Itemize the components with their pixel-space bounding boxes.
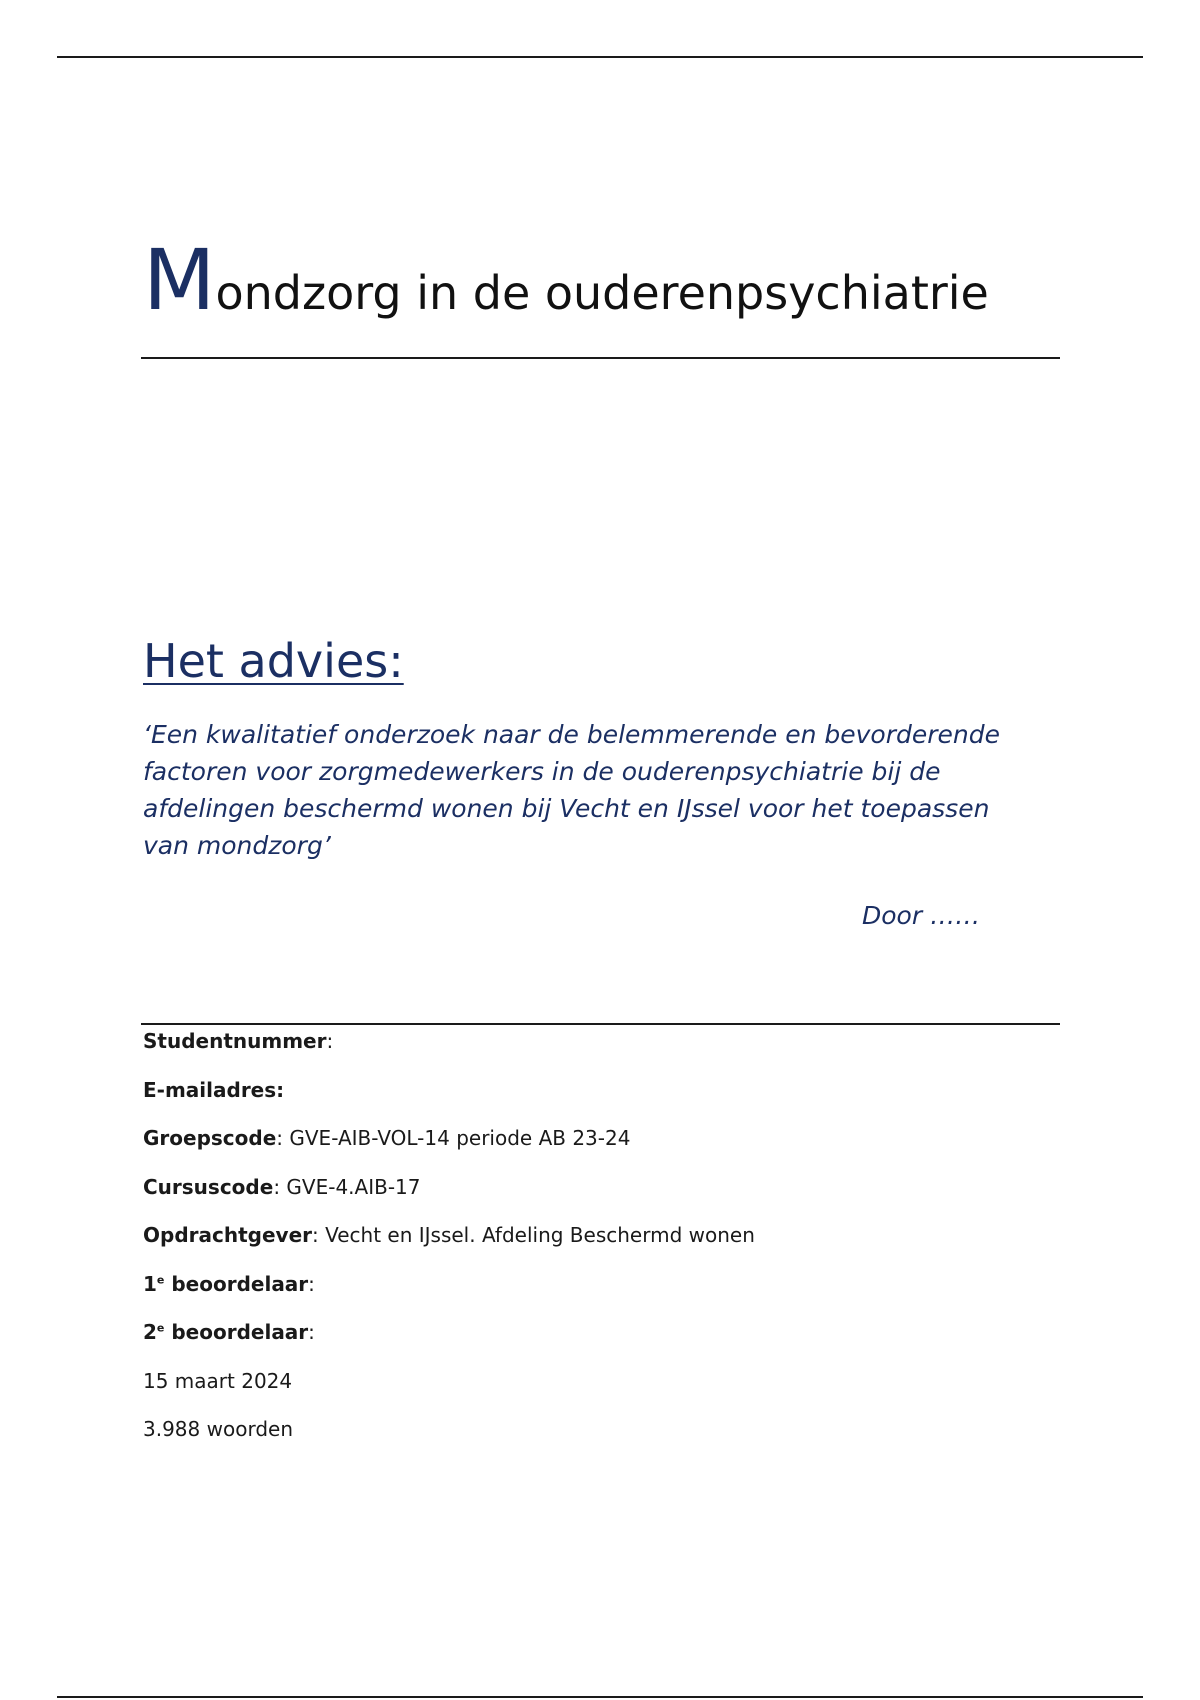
title-rest: ondzorg in de ouderenpsychiatrie bbox=[215, 266, 989, 320]
student-number-label: Studentnummer bbox=[143, 1029, 327, 1053]
group-code-row bbox=[143, 1123, 1043, 1172]
course-code-value: : GVE-4.AIB-17 bbox=[273, 1174, 421, 1199]
page-top-rule bbox=[57, 56, 1143, 58]
student-number-row bbox=[143, 1026, 1043, 1075]
document-subtitle: ‘Een kwalitatief onderzoek naar de belemmerende en bevorderende factoren voor zorgmedewerkers in de ouderenpsychiatrie bij de afdelingen beschermd wonen bij Vecht en IJssel voor het toepassen van mondzorg’ bbox=[143, 720, 1001, 860]
info-rule bbox=[141, 1023, 1060, 1025]
page-bottom-rule bbox=[57, 1696, 1143, 1698]
assessor-2-value: : bbox=[308, 1320, 315, 1344]
group-code-label: Groepscode bbox=[143, 1126, 277, 1150]
word-count-row bbox=[143, 1414, 1043, 1463]
student-number-value: : bbox=[326, 1029, 334, 1053]
assessor-1-ordinal: e bbox=[156, 1272, 165, 1286]
document-title bbox=[143, 231, 1063, 329]
date-row bbox=[143, 1366, 1043, 1415]
document-date: 15 maart 2024 bbox=[143, 1368, 293, 1393]
title-initial: M bbox=[143, 231, 216, 329]
assessor-2-label: beoordelaar bbox=[164, 1320, 309, 1344]
assessor-2-row bbox=[143, 1317, 1043, 1366]
assessor-1-row bbox=[143, 1269, 1043, 1318]
course-code-label: Cursuscode bbox=[143, 1174, 274, 1199]
email-label: E-mailadres: bbox=[143, 1077, 285, 1102]
title-rule bbox=[141, 357, 1060, 359]
client-row bbox=[143, 1220, 1043, 1269]
assessor-1-value: : bbox=[308, 1271, 315, 1296]
info-block bbox=[143, 1026, 1043, 1463]
assessor-2-ordinal: e bbox=[156, 1321, 165, 1335]
assessor-2-number: 2 bbox=[143, 1320, 157, 1344]
course-code-row bbox=[143, 1172, 1043, 1221]
group-code-value: : GVE-AIB-VOL-14 periode AB 23-24 bbox=[276, 1126, 631, 1150]
client-label: Opdrachtgever bbox=[143, 1223, 312, 1247]
assessor-1-number: 1 bbox=[143, 1271, 157, 1296]
word-count: 3.988 woorden bbox=[143, 1417, 293, 1441]
client-value: : Vecht en IJssel. Afdeling Beschermd wonen bbox=[312, 1223, 755, 1247]
email-row bbox=[143, 1075, 1043, 1124]
advice-heading: Het advies: bbox=[143, 634, 404, 688]
author-line: Door …… bbox=[862, 901, 981, 930]
assessor-1-label: beoordelaar bbox=[164, 1271, 309, 1296]
